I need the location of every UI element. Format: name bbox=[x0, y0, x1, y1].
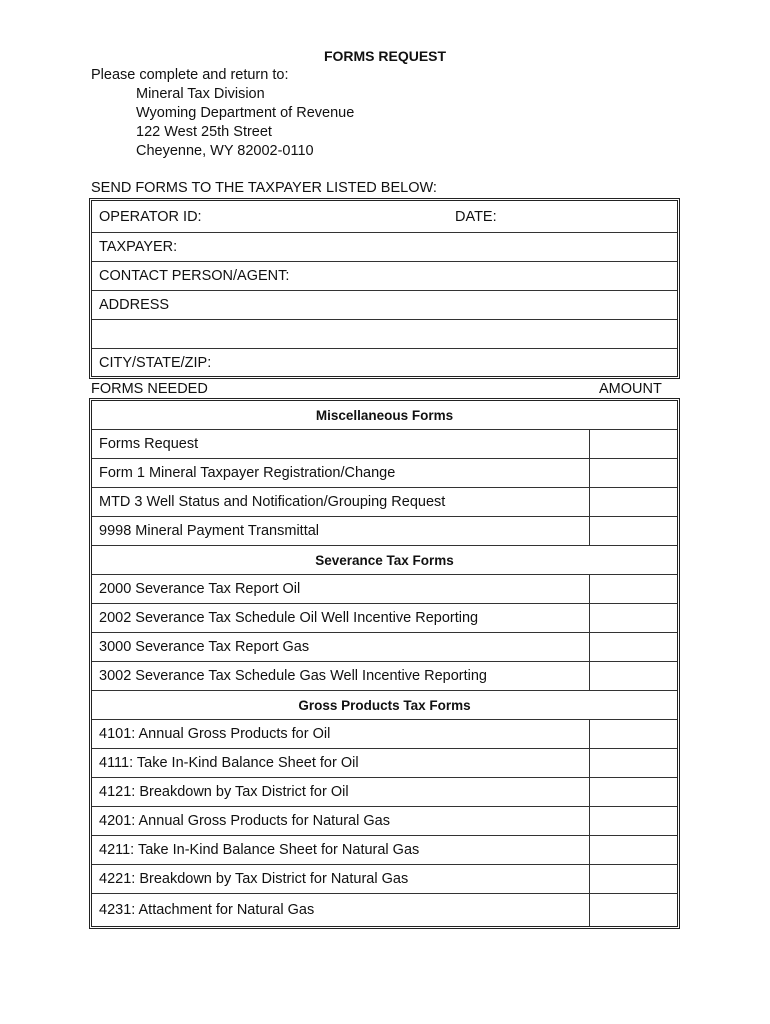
return-intro: Please complete and return to: bbox=[91, 67, 289, 83]
amount-cell[interactable] bbox=[589, 662, 677, 690]
form-label: 2002 Severance Tax Schedule Oil Well Incentive Reporting bbox=[99, 610, 479, 626]
return-address-line: 122 West 25th Street bbox=[136, 124, 272, 140]
form-label: 4121: Breakdown by Tax District for Oil bbox=[99, 784, 349, 800]
amount-label: AMOUNT bbox=[599, 381, 662, 397]
form-row bbox=[92, 662, 677, 691]
section-heading-row bbox=[92, 691, 677, 720]
form-row bbox=[92, 430, 677, 459]
city-state-zip-row bbox=[92, 349, 677, 376]
amount-cell[interactable] bbox=[589, 894, 677, 926]
form-label: 3000 Severance Tax Report Gas bbox=[99, 639, 310, 655]
amount-cell[interactable] bbox=[589, 604, 677, 632]
form-row bbox=[92, 894, 677, 926]
section-heading-row bbox=[92, 546, 677, 575]
taxpayer-box bbox=[89, 198, 680, 379]
section-heading-row bbox=[92, 401, 677, 430]
address-row bbox=[92, 291, 677, 320]
form-row bbox=[92, 604, 677, 633]
section-heading: Gross Products Tax Forms bbox=[298, 697, 471, 713]
form-row bbox=[92, 459, 677, 488]
form-label: 4201: Annual Gross Products for Natural Gas bbox=[99, 813, 390, 829]
form-row bbox=[92, 865, 677, 894]
taxpayer-row bbox=[92, 233, 677, 262]
amount-cell[interactable] bbox=[589, 488, 677, 516]
city-state-zip-field[interactable]: CITY/STATE/ZIP: bbox=[99, 354, 212, 371]
section-heading: Severance Tax Forms bbox=[315, 552, 454, 568]
form-label: 4231: Attachment for Natural Gas bbox=[99, 902, 315, 918]
amount-cell[interactable] bbox=[589, 749, 677, 777]
form-row bbox=[92, 488, 677, 517]
amount-cell[interactable] bbox=[589, 778, 677, 806]
amount-cell[interactable] bbox=[589, 836, 677, 864]
return-address-line: Cheyenne, WY 82002-0110 bbox=[136, 143, 314, 159]
form-row bbox=[92, 749, 677, 778]
return-address-line: Wyoming Department of Revenue bbox=[136, 105, 355, 121]
amount-cell[interactable] bbox=[589, 430, 677, 458]
amount-cell[interactable] bbox=[589, 459, 677, 487]
forms-table bbox=[89, 398, 680, 929]
form-label: MTD 3 Well Status and Notification/Grouping Request bbox=[99, 494, 446, 510]
address-line-2-row bbox=[92, 320, 677, 349]
form-label: 2000 Severance Tax Report Oil bbox=[99, 581, 301, 597]
section-heading: Miscellaneous Forms bbox=[315, 407, 454, 423]
operator-id-field[interactable]: OPERATOR ID: bbox=[99, 208, 202, 225]
amount-cell[interactable] bbox=[589, 517, 677, 545]
contact-row bbox=[92, 262, 677, 291]
forms-needed-label: FORMS NEEDED bbox=[91, 381, 208, 397]
form-row bbox=[92, 575, 677, 604]
form-row bbox=[92, 807, 677, 836]
form-row bbox=[92, 836, 677, 865]
amount-cell[interactable] bbox=[589, 865, 677, 893]
form-label: Form 1 Mineral Taxpayer Registration/Change bbox=[99, 465, 396, 481]
form-label: 4221: Breakdown by Tax District for Natural Gas bbox=[99, 871, 409, 887]
operator-row bbox=[92, 201, 677, 233]
amount-cell[interactable] bbox=[589, 807, 677, 835]
page-title: FORMS REQUEST bbox=[323, 48, 447, 64]
form-row bbox=[92, 517, 677, 546]
contact-field[interactable]: CONTACT PERSON/AGENT: bbox=[99, 268, 290, 284]
address-field[interactable]: ADDRESS bbox=[99, 297, 170, 313]
amount-cell[interactable] bbox=[589, 720, 677, 748]
form-row bbox=[92, 720, 677, 749]
date-field[interactable]: DATE: bbox=[455, 208, 497, 225]
amount-cell[interactable] bbox=[589, 575, 677, 603]
form-label: 4211: Take In-Kind Balance Sheet for Natural Gas bbox=[99, 842, 420, 858]
send-forms-label: SEND FORMS TO THE TAXPAYER LISTED BELOW: bbox=[91, 180, 437, 196]
form-label: Forms Request bbox=[99, 436, 199, 452]
form-label: 3002 Severance Tax Schedule Gas Well Incentive Reporting bbox=[99, 668, 487, 684]
form-row bbox=[92, 778, 677, 807]
form-label: 4101: Annual Gross Products for Oil bbox=[99, 726, 331, 742]
amount-cell[interactable] bbox=[589, 633, 677, 661]
form-label: 9998 Mineral Payment Transmittal bbox=[99, 523, 320, 539]
taxpayer-field[interactable]: TAXPAYER: bbox=[99, 239, 178, 255]
form-row bbox=[92, 633, 677, 662]
form-label: 4111: Take In-Kind Balance Sheet for Oil bbox=[99, 755, 359, 771]
return-address-line: Mineral Tax Division bbox=[136, 86, 265, 102]
